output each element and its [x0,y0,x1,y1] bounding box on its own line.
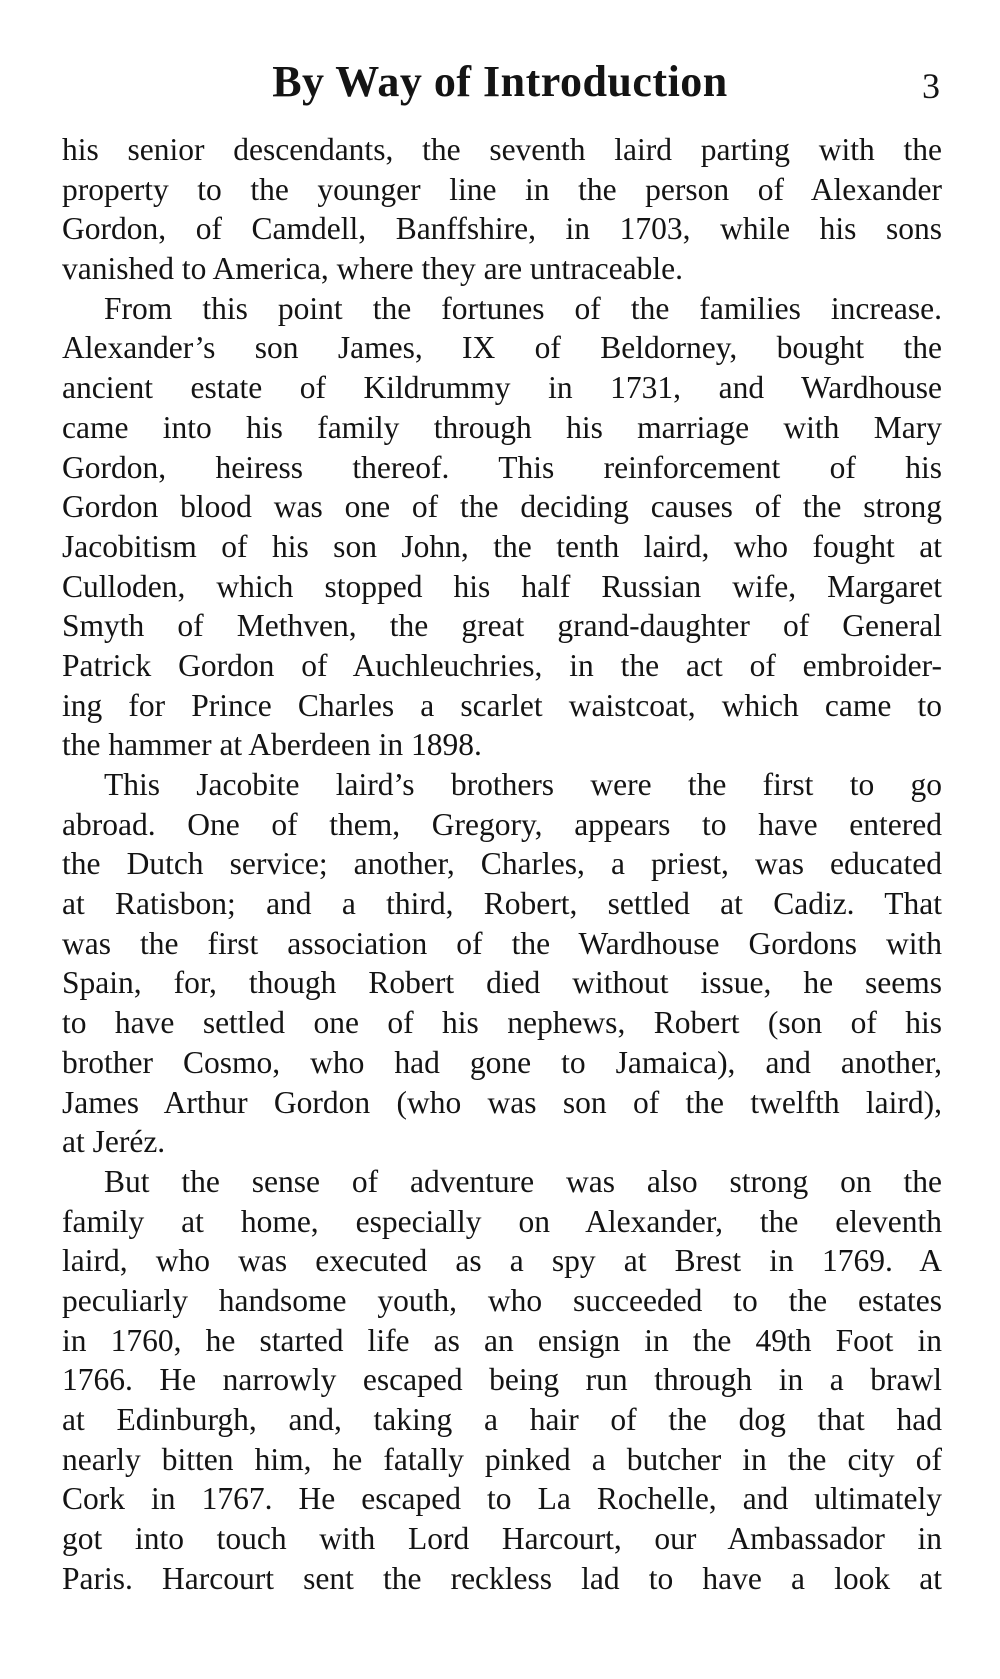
running-head [0,52,1000,112]
text-line: laird, who was executed as a spy at Brest in 1769. A [62,1243,942,1279]
text-line: Paris. Harcourt sent the reckless lad to have a look at [62,1560,942,1596]
text-line: ing for Prince Charles a scarlet waistcoat, which came to [62,687,942,723]
paragraph-first-line: This Jacobite laird’s brothers were the first to go [104,767,942,802]
text-line: Gordon, heiress thereof. This reinforcement of his [62,449,942,485]
text-line: the Dutch service; another, Charles, a priest, was educated [62,846,942,882]
text-line: Spain, for, though Robert died without issue, he seems [62,965,942,1001]
text-line: Cork in 1767. He escaped to La Rochelle, and ultimately [62,1481,942,1517]
text-line: at Ratisbon; and a third, Robert, settled at Cadiz. That [62,886,942,922]
text-line: was the first association of the Wardhouse Gordons with [62,925,942,961]
paragraph-first-line: From this point the fortunes of the families increase. [104,290,942,326]
text-line: abroad. One of them, Gregory, appears to have entered [62,806,942,842]
text-line: vanished to America, where they are untraceable. [62,251,683,287]
text-line: his senior descendants, the seventh laird parting with the [62,132,942,167]
text-line: brother Cosmo, who had gone to Jamaica), and another, [62,1044,942,1080]
text-line: property to the younger line in the person of Alexander [62,171,942,207]
text-line: family at home, especially on Alexander, the eleventh [62,1203,942,1239]
text-line: got into touch with Lord Harcourt, our Ambassador in [62,1521,942,1557]
text-line: at Jeréz. [62,1124,166,1160]
text-line: Smyth of Methven, the great grand-daughter of General [62,608,942,644]
text-line: at Edinburgh, and, taking a hair of the dog that had [62,1402,942,1437]
page-title: By Way of Introduction [272,57,728,106]
text-line: 1766. He narrowly escaped being run through in a brawl [62,1362,942,1398]
text-line: Alexander’s son James, IX of Beldorney, bought the [62,330,942,366]
text-line: came into his family through his marriage with Mary [62,409,942,445]
text-line: to have settled one of his nephews, Robert (son of his [62,1005,942,1041]
text-line: nearly bitten him, he fatally pinked a butcher in the city of [62,1441,942,1477]
page-number: 3 [922,66,940,106]
paragraph-first-line: But the sense of adventure was also strong on the [104,1163,942,1199]
text-line: ancient estate of Kildrummy in 1731, and Wardhouse [62,370,942,406]
text-line: Culloden, which stopped his half Russian wife, Margaret [62,568,942,604]
text-line: Jacobitism of his son John, the tenth laird, who fought at [62,528,942,564]
text-line: the hammer at Aberdeen in 1898. [62,727,482,763]
text-line: in 1760, he started life as an ensign in the 49th Foot in [62,1322,942,1358]
text-line: James Arthur Gordon (who was son of the twelfth laird), [62,1084,942,1120]
body-text [62,130,942,1598]
text-line: Gordon blood was one of the deciding causes of the strong [62,489,942,525]
text-line: Patrick Gordon of Auchleuchries, in the act of embroider- [62,647,942,683]
text-line: Gordon, of Camdell, Banffshire, in 1703, while his sons [62,211,942,247]
text-line: peculiarly handsome youth, who succeeded to the estates [62,1282,942,1318]
